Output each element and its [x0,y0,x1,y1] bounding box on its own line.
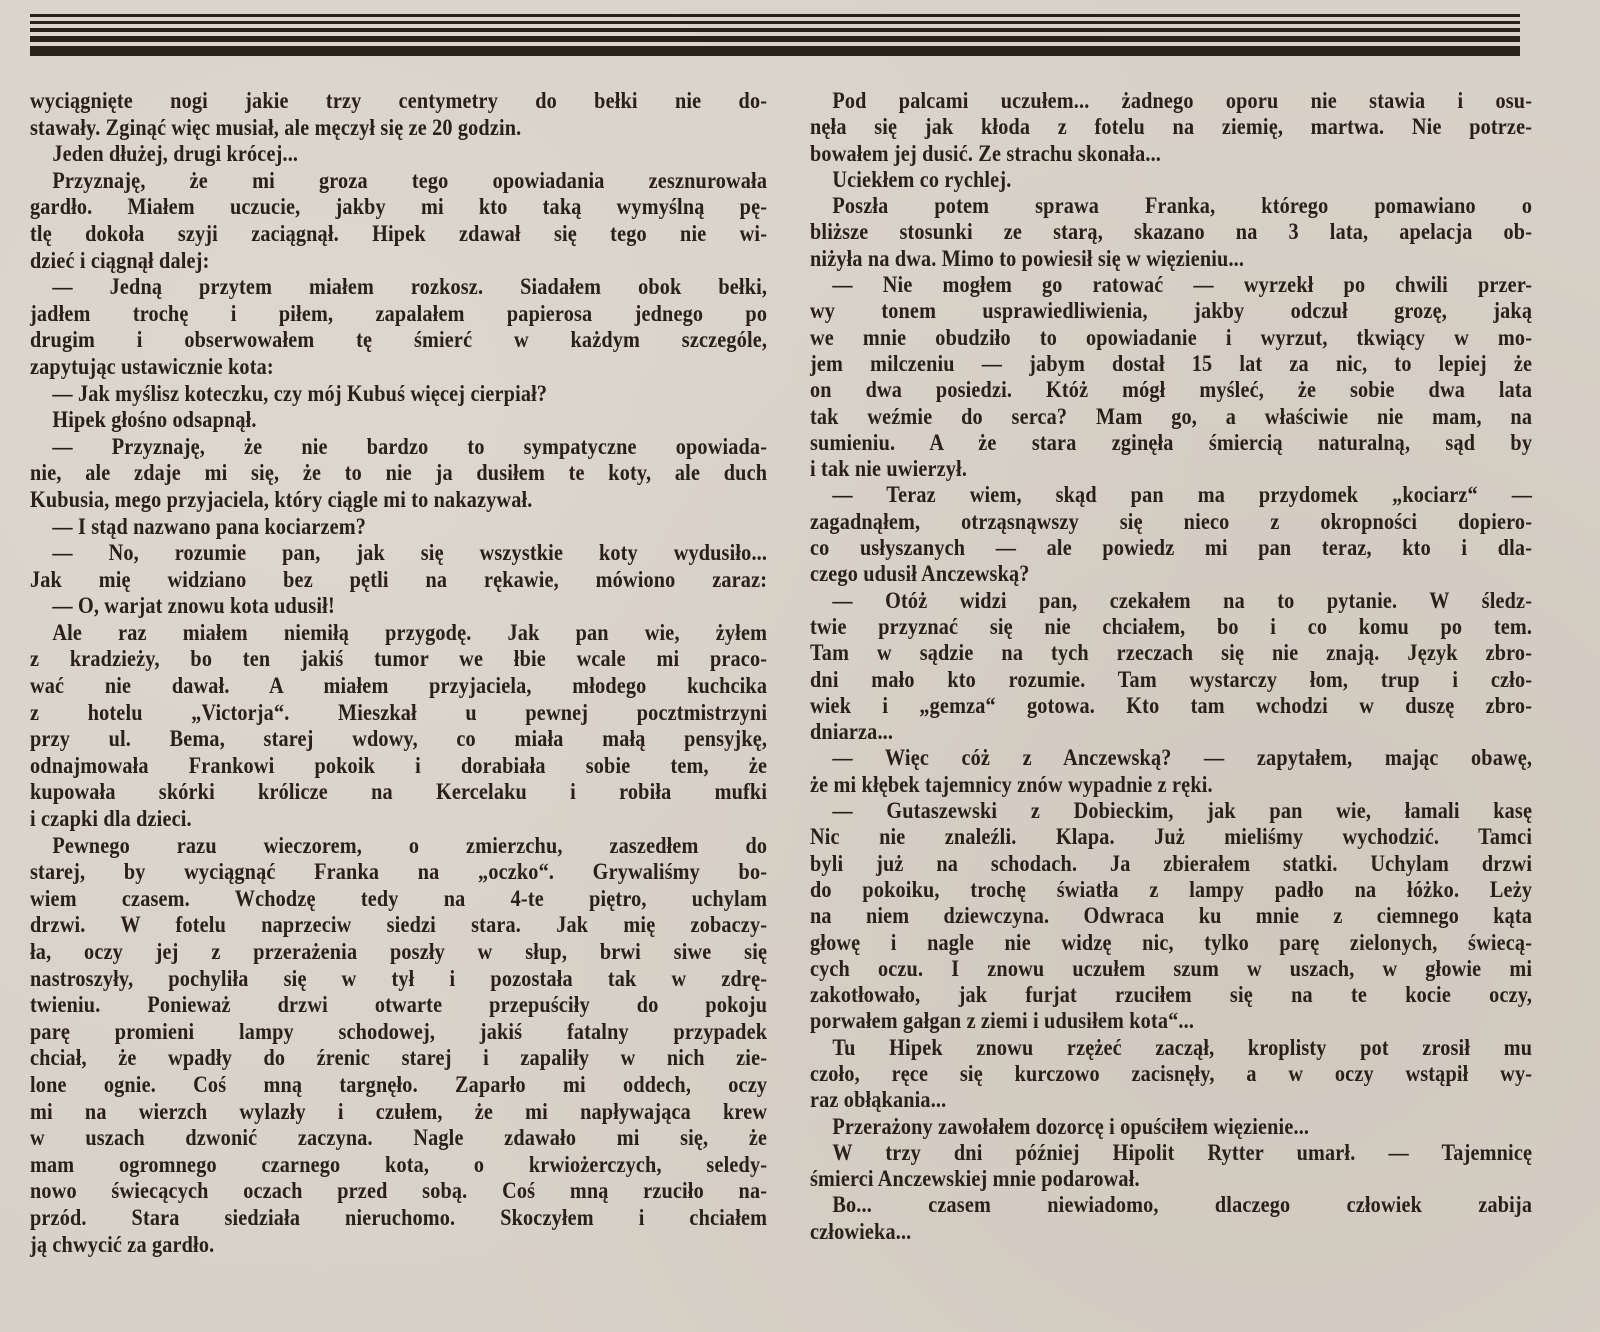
text-line: wiek i „gemza“ gotowa. Kto tam wchodzi w duszę zbro- [810,692,1533,719]
text-line: — O, warjat znowu kota udusił! [52,593,335,620]
text-line: wiem czasem. Wchodzę tedy na 4-te piętro, uchylam [30,885,768,912]
text-line: z hotelu „Victorja“. Mieszkał u pewnej pocztmistrzyni [30,699,768,726]
text-line: z kradzieży, bo ten jakiś tumor we łbie wcale mi praco- [30,646,768,673]
text-line: nowo świecących oczach przed sobą. Coś mną rzuciło na- [30,1178,768,1205]
text-line: — Otóż widzi pan, czekałem na to pytanie. W śledz- [832,587,1533,614]
text-line: sumieniu. A że stara zginęła śmiercią naturalną, sąd by [810,429,1533,456]
text-line: on dwa posiedzi. Któż mógł myśleć, że sobie dwa lata [810,377,1533,404]
text-line: nastroszyły, pochyliła się w tył i pozostała tak w zdrę- [30,965,768,992]
header-rule [30,21,1520,24]
text-line: bliższe stosunki ze starą, skazano na 3 lata, apelacja ob- [810,219,1533,246]
text-line: Hipek głośno odsapnął. [52,407,257,434]
text-line: Pod palcami uczułem... żadnego oporu nie stawia i osu- [832,88,1533,114]
header-rule [30,36,1520,42]
text-line: drzwi. W fotelu naprzeciw siedzi stara. Jak mię zobaczy- [30,912,768,939]
text-line: zapytując ustawicznie kota: [30,353,274,380]
text-line: do pokoiku, trochę światła z lampy padło na łóżko. Leży [810,876,1533,903]
text-line: głowę i nagle nie widzę nic, tylko parę zielonych, świecą- [810,929,1533,956]
text-line: Jeden dłużej, drugi krócej... [52,141,299,168]
text-line: lone ognie. Coś mną targnęło. Zaparło mi oddech, oczy [30,1071,768,1098]
text-line: W trzy dni później Hipolit Rytter umarł. — Tajemnicę [832,1139,1533,1166]
text-line: drugim i obserwowałem tę śmierć w każdym szczególe, [30,327,768,354]
text-line: twieniu. Ponieważ drzwi otwarte przepuściły do pokoju [30,992,768,1019]
text-line: Jak mię widziano bez pętli na rękawie, mówiono zaraz: [30,566,768,593]
text-line: — Nie mogłem go ratować — wyrzekł po chwili przer- [832,272,1533,299]
text-line: Przyznaję, że mi groza tego opowiadania zesznurowała [52,167,768,194]
text-line: odnajmowała Frankowi pokoik i dorabiała sobie tem, że [30,752,768,779]
text-line: Uciekłem co rychlej. [832,166,1012,193]
text-line: jadłem trochę i piłem, zapalałem papierosa jednego po [30,300,768,327]
text-line: Przerażony zawołałem dozorcę i opuściłem więzienie... [832,1113,1310,1140]
text-line: Tu Hipek znowu rzężeć zaczął, kroplisty pot zrosił mu [832,1034,1533,1061]
text-line: w uszach dzwonić zaczyna. Nagle zdawało mi się, że [30,1125,768,1152]
text-line: dni mało kto rozumie. Tam wystarczy łom, trup i czło- [810,666,1533,693]
text-line: zakotłowało, jak furjat rzuciłem się na te kocie oczy, [810,982,1533,1009]
text-line: — Jak myślisz koteczku, czy mój Kubuś więcej cierpiał? [52,380,548,407]
text-line: bowałem jej dusić. Ze strachu skonała... [810,140,1162,167]
header-rule [30,14,1520,17]
text-line: wy tonem usprawiedliwienia, jakby odczuł grozę, jaką [810,298,1533,325]
text-line: na niem dziewczyna. Odwraca ku mnie z ciemnego kąta [810,903,1533,930]
text-line: we mnie obudziło to opowiadanie i wyrzut, tkwiący w mo- [810,324,1533,351]
text-line: i czapki dla dzieci. [30,806,192,833]
text-line: — I stąd nazwano pana kociarzem? [52,513,367,540]
text-line: człowieka... [810,1218,912,1245]
text-line: tlę dokoła szyji zaciągnął. Hipek zdawał się tego nie wi- [30,220,768,247]
text-line: Tam w sądzie na tych rzeczach się nie znają. Język zbro- [810,640,1533,667]
text-line: jem milczeniu — jabym dostał 15 lat za nic, to lepiej że [810,350,1533,377]
text-line: raz obłąkania... [810,1087,947,1114]
text-line: — Jedną przytem miałem rozkosz. Siadałem obok bełki, [52,274,768,301]
text-line: byli już na schodach. Ja zbierałem statki. Uchylam drzwi [810,850,1533,877]
text-line: porwałem gałgan z ziemi i udusiłem kota“... [810,1008,1195,1035]
text-line: czoło, ręce się kurczowo zacisnęły, a w oczy wstąpił wy- [810,1060,1533,1087]
text-line: Kubusia, mego przyjaciela, który ciągle mi to nakazywał. [30,486,533,513]
text-line: mi na wierzch wylazły i czułem, że mi napływająca krew [30,1098,768,1125]
left-column [30,88,767,1258]
text-line: czego udusił Anczewską? [810,561,1030,588]
text-line: śmierci Anczewskiej mnie podarował. [810,1166,1140,1193]
text-line: stawały. Zginąć więc musiał, ale męczył się ze 20 godzin. [30,114,522,141]
text-line: niżyła na dwa. Mimo to powiesił się w więzieniu... [810,245,1245,272]
text-line: kupowała skórki królicze na Kercelaku i robiła mufki [30,779,768,806]
text-line: nęła się jak kłoda z fotelu na ziemię, martwa. Nie potrze- [810,114,1533,141]
text-line: Poszła potem sprawa Franka, którego pomawiano o [832,193,1533,220]
text-line: — Przyznaję, że nie bardzo to sympatyczne opowiada- [52,433,768,460]
text-line: — Więc cóż z Anczewską? — zapytałem, mając obawę, [832,745,1533,772]
text-line: wyciągnięte nogi jakie trzy centymetry do bełki nie do- [30,88,768,114]
text-line: chciał, że wpadły do źrenic starej i zapaliły w nich zie- [30,1045,768,1072]
header-rule [30,46,1520,56]
text-line: mam ogromnego czarnego kota, o krwiożerczych, seledy- [30,1151,768,1178]
text-line: wać nie dawał. A miałem przyjaciela, młodego kuchcika [30,673,768,700]
text-line: co usłyszanych — ale powiedz mi pan teraz, kto i dla- [810,535,1533,562]
text-line: ją chwycić za gardło. [30,1231,215,1258]
text-line: gardło. Miałem uczucie, jakby mi kto taką wymyślną pę- [30,194,768,221]
header-rule [30,28,1520,32]
text-line: Ale raz miałem niemiłą przygodę. Jak pan wie, żyłem [52,619,768,646]
text-line: — Gutaszewski z Dobieckim, jak pan wie, łamali kasę [832,798,1533,825]
text-line: — No, rozumie pan, jak się wszystkie koty wydusiło... [52,540,768,567]
text-line: — Teraz wiem, skąd pan ma przydomek „kociarz“ — [832,482,1533,509]
text-line: parę promieni lampy schodowej, jakiś fatalny przypadek [30,1018,768,1045]
text-line: że mi kłębek tajemnicy znów wypadnie z ręki. [810,771,1213,798]
right-column [810,88,1532,1245]
text-line: nie, ale zdaje mi się, że to nie ja dusiłem te koty, ale duch [30,460,768,487]
text-line: cych oczu. I znowu uczułem szum w uszach, w głowie mi [810,955,1533,982]
text-line: Pewnego razu wieczorem, o zmierzchu, zaszedłem do [52,832,768,859]
text-line: twie przyznać się nie chciałem, bo i co komu po tem. [810,613,1533,640]
text-line: zagadnąłem, otrząsnąwszy się nieco z okropności dopiero- [810,508,1533,535]
text-line: starej, by wyciągnąć Franka na „oczko“. Grywaliśmy bo- [30,859,768,886]
text-line: tak weźmie do serca? Mam go, a właściwie nie mam, na [810,403,1533,430]
text-line: Nic nie znaleźli. Klapa. Już mieliśmy wychodzić. Tamci [810,824,1533,851]
text-line: przy ul. Bema, starej wdowy, co miała małą pensyjkę, [30,726,768,753]
text-line: ła, oczy jej z przerażenia poszły w słup, brwi siwe się [30,939,768,965]
text-line: Bo... czasem niewiadomo, dlaczego człowiek zabija [832,1192,1533,1219]
text-line: przód. Stara siedziała nieruchomo. Skoczyłem i chciałem [30,1204,768,1231]
text-line: dzieć i ciągnął dalej: [30,247,210,274]
text-line: dniarza... [810,719,894,746]
text-line: i tak nie uwierzył. [810,456,968,483]
